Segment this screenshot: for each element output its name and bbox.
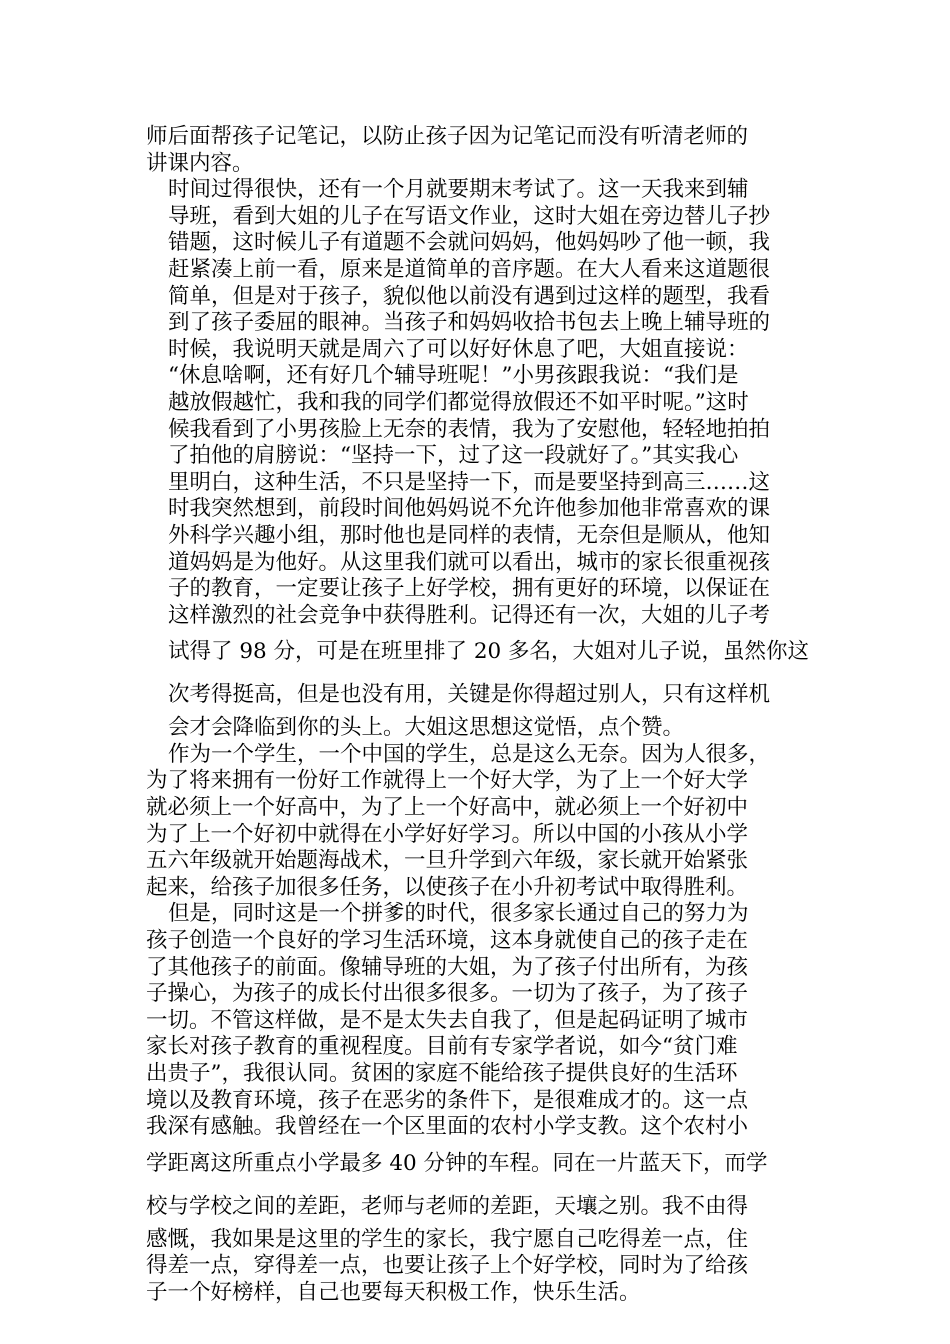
text-line: 我深有感触。我曾经在一个区里面的农村小学支教。这个农村小 [146,1114,749,1140]
text-line: 时间过得很快，还有一个月就要期末考试了。这一天我来到辅 [168,177,749,203]
text-line: 简单，但是对于孩子，貌似他以前没有遇到过这样的题型，我看 [168,283,771,309]
text-line: 子一个好榜样，自己也要每天积极工作，快乐生活。 [146,1279,641,1305]
text-line: 子操心，为孩子的成长付出很多很多。一切为了孩子，为了孩子 [146,981,749,1007]
paragraph-4 [146,901,806,1306]
text-line: 这样激烈的社会竞争中获得胜利。记得还有一次，大姐的儿子考 [168,602,771,628]
text-line: 师后面帮孩子记笔记，以防止孩子因为记笔记而没有听清老师的 [146,124,749,149]
text-line: 五六年级就开始题海战术，一旦升学到六年级，家长就开始紧张 [146,848,749,874]
text-line: 时候，我说明天就是周六了可以好好休息了吧，大姐直接说： [168,336,749,362]
paragraph-3 [146,742,806,902]
text-line: 为了将来拥有一份好工作就得上一个好大学，为了上一个好大学 [146,768,749,794]
text-line: 一切。不管这样做，是不是太失去自我了，但是起码证明了城市 [146,1007,749,1033]
text-line: 子的教育，一定要让孩子上好学校，拥有更好的环境，以保证在 [168,576,771,602]
text-line: 到了孩子委屈的眼神。当孩子和妈妈收拾书包去上晚上辅导班的 [168,310,771,336]
text-line: 孩子创造一个良好的学习生活环境，这本身就使自己的孩子走在 [146,928,749,954]
text-line: 道妈妈是为他好。从这里我们就可以看出，城市的家长很重视孩 [168,549,771,575]
paragraph-2 [146,177,810,742]
text-line: 起来，给孩子加很多任务，以使孩子在小升初考试中取得胜利。 [146,874,749,900]
text-line: 外科学兴趣小组，那时他也是同样的表情，无奈但是顺从，他知 [168,522,771,548]
text-line: 试得了 98 分，可是在班里排了 20 多名，大姐对儿子说，虽然你这 [168,639,810,665]
paragraph-1 [146,124,806,177]
text-line: 校与学校之间的差距，老师与老师的差距，天壤之别。我不由得 [146,1193,749,1219]
text-line: 候我看到了小男孩脸上无奈的表情，我为了安慰他，轻轻地拍拍 [168,416,771,442]
text-line: 导班，看到大姐的儿子在写语文作业，这时大姐在旁边替儿子抄 [168,203,771,229]
document-body [146,124,810,1307]
text-line: 家长对孩子教育的重视程度。目前有专家学者说，如今“贫门难 [146,1034,738,1060]
text-line: 感慨，我如果是这里的学生的家长，我宁愿自己吃得差一点，住 [146,1226,749,1252]
text-line: 学距离这所重点小学最多 40 分钟的车程。同在一片蓝天下，而学 [146,1150,768,1176]
text-line: 出贵子”，我很认同。贫困的家庭不能给孩子提供良好的生活环 [146,1061,738,1086]
text-line: 就必须上一个好高中，为了上一个好高中，就必须上一个好初中 [146,795,749,821]
text-line: 境以及教育环境，孩子在恶劣的条件下，是很难成才的。这一点 [146,1087,749,1113]
text-line: 讲课内容。 [146,150,254,176]
text-line: 为了上一个好初中就得在小学好好学习。所以中国的小孩从小学 [146,821,749,847]
text-line: 越放假越忙，我和我的同学们都觉得放假还不如平时呢。”这时 [168,389,749,415]
text-line: 错题，这时候儿子有道题不会就问妈妈，他妈妈吵了他一顿，我 [168,230,771,256]
text-line: 得差一点，穿得差一点，也要让孩子上个好学校，同时为了给孩 [146,1253,749,1279]
text-line: 赶紧凑上前一看，原来是道简单的音序题。在大人看来这道题很 [168,256,771,282]
text-line: 作为一个学生，一个中国的学生，总是这么无奈。因为人很多， [168,741,771,767]
text-line: 了拍他的肩膀说：“坚持一下，过了这一段就好了。”其实我心 [168,443,739,469]
text-line: “休息啥啊，还有好几个辅导班呢！”小男孩跟我说：“我们是 [168,363,739,389]
text-line: 次考得挺高，但是也没有用，关键是你得超过别人，只有这样机 [168,682,771,708]
text-line: 里明白，这种生活，不只是坚持一下，而是要坚持到高三……这 [168,469,771,495]
text-line: 会才会降临到你的头上。大姐这思想这觉悟，点个赞。 [168,715,685,741]
text-line: 时我突然想到，前段时间他妈妈说不允许他参加他非常喜欢的课 [168,496,771,522]
text-line: 但是，同时这是一个拼爹的时代，很多家长通过自己的努力为 [168,901,749,927]
text-line: 了其他孩子的前面。像辅导班的大姐，为了孩子付出所有，为孩 [146,954,749,980]
